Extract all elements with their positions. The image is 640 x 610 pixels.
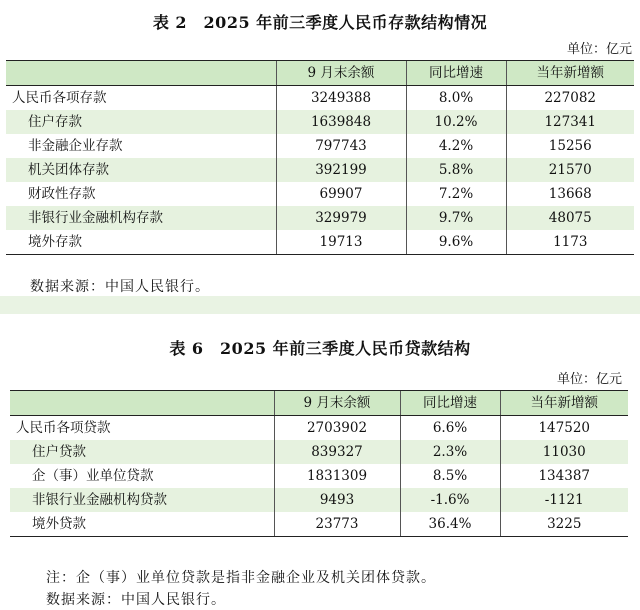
loan-unit-label: 单位：亿元 bbox=[556, 372, 622, 387]
row-label: 境外存款 bbox=[6, 230, 276, 255]
row-increase: 15256 bbox=[506, 134, 634, 158]
row-balance: 392199 bbox=[276, 158, 406, 182]
row-increase: 227082 bbox=[506, 86, 634, 111]
table-row bbox=[6, 110, 634, 134]
row-growth: 8.0% bbox=[406, 86, 506, 111]
loan-table-title: 表 6 2025 年前三季度人民币贷款结构 bbox=[169, 339, 471, 358]
row-balance: 23773 bbox=[274, 512, 400, 537]
row-growth: 4.2% bbox=[406, 134, 506, 158]
table-row bbox=[10, 488, 628, 512]
deposit-header-row bbox=[6, 61, 634, 86]
loan-table bbox=[10, 390, 628, 537]
table-row bbox=[10, 464, 628, 488]
row-label: 企（事）业单位贷款 bbox=[32, 468, 154, 484]
header-balance: 9 月末余额 bbox=[276, 61, 406, 86]
deposit-structure-panel bbox=[0, 0, 640, 296]
row-increase: 48075 bbox=[506, 206, 634, 230]
row-increase: 127341 bbox=[506, 110, 634, 134]
row-label: 人民币各项存款 bbox=[12, 90, 107, 106]
row-balance: 1831309 bbox=[274, 464, 400, 488]
loan-header-row bbox=[10, 391, 628, 416]
header-balance: 9 月末余额 bbox=[274, 391, 400, 416]
deposit-table bbox=[6, 60, 634, 255]
row-balance: 9493 bbox=[274, 488, 400, 512]
row-increase: 11030 bbox=[500, 440, 628, 464]
row-growth: 5.8% bbox=[406, 158, 506, 182]
row-label: 境外贷款 bbox=[10, 512, 274, 537]
header-growth: 同比增速 bbox=[400, 391, 500, 416]
deposit-source-note: 数据来源：中国人民银行。 bbox=[30, 279, 210, 295]
row-label: 财政性存款 bbox=[28, 186, 96, 202]
header-increase: 当年新增额 bbox=[506, 61, 634, 86]
table-row bbox=[6, 230, 634, 255]
row-balance: 2703902 bbox=[274, 416, 400, 441]
row-growth: 9.6% bbox=[406, 230, 506, 255]
table-row bbox=[6, 206, 634, 230]
row-increase: 3225 bbox=[500, 512, 628, 537]
row-label: 非银行业金融机构贷款 bbox=[10, 488, 274, 512]
header-increase: 当年新增额 bbox=[500, 391, 628, 416]
row-balance: 839327 bbox=[274, 440, 400, 464]
loan-source-note: 数据来源：中国人民银行。 bbox=[46, 592, 226, 608]
row-increase: 21570 bbox=[506, 158, 634, 182]
row-balance: 797743 bbox=[276, 134, 406, 158]
row-label: 人民币各项贷款 bbox=[16, 420, 111, 436]
row-label: 非金融企业存款 bbox=[28, 138, 123, 154]
row-growth: 10.2% bbox=[406, 110, 506, 134]
row-balance: 19713 bbox=[276, 230, 406, 255]
header-growth: 同比增速 bbox=[406, 61, 506, 86]
row-growth: 6.6% bbox=[400, 416, 500, 441]
row-growth: 9.7% bbox=[406, 206, 506, 230]
table-row bbox=[10, 440, 628, 464]
table-row bbox=[10, 416, 628, 441]
row-balance: 329979 bbox=[276, 206, 406, 230]
row-growth: 8.5% bbox=[400, 464, 500, 488]
row-increase: 1173 bbox=[506, 230, 634, 255]
table-row bbox=[6, 134, 634, 158]
row-growth: -1.6% bbox=[400, 488, 500, 512]
loan-footnote: 注：企（事）业单位贷款是指非金融企业及机关团体贷款。 bbox=[46, 570, 436, 586]
deposit-table-title: 表 2 2025 年前三季度人民币存款结构情况 bbox=[152, 13, 488, 32]
row-label: 机关团体存款 bbox=[6, 158, 276, 182]
row-balance: 3249388 bbox=[276, 86, 406, 111]
row-label: 住户存款 bbox=[6, 110, 276, 134]
panel-divider bbox=[0, 296, 640, 314]
table-row bbox=[6, 86, 634, 111]
loan-structure-panel bbox=[0, 314, 640, 610]
table-row bbox=[10, 512, 628, 537]
deposit-unit-label: 单位：亿元 bbox=[566, 42, 632, 57]
row-label: 非银行业金融机构存款 bbox=[6, 206, 276, 230]
row-label: 住户贷款 bbox=[10, 440, 274, 464]
row-increase: 134387 bbox=[500, 464, 628, 488]
row-balance: 69907 bbox=[276, 182, 406, 206]
table-row bbox=[6, 182, 634, 206]
row-balance: 1639848 bbox=[276, 110, 406, 134]
row-increase: -1121 bbox=[500, 488, 628, 512]
header-category bbox=[6, 61, 276, 86]
row-growth: 2.3% bbox=[400, 440, 500, 464]
row-increase: 13668 bbox=[506, 182, 634, 206]
row-growth: 36.4% bbox=[400, 512, 500, 537]
row-increase: 147520 bbox=[500, 416, 628, 441]
table-row bbox=[6, 158, 634, 182]
header-category bbox=[10, 391, 274, 416]
row-growth: 7.2% bbox=[406, 182, 506, 206]
